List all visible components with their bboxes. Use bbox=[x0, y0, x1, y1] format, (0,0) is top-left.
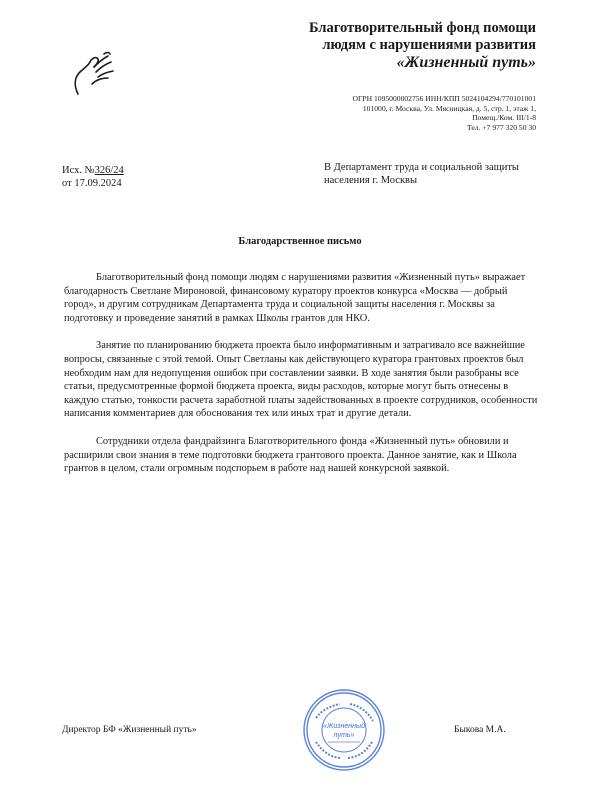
paragraph-1: Благотворительный фонд помощи людям с нарушениями развития «Жизненный путь» выражает благодарность Светлане Мироновой, финансовому куратору проектов конкурса «Москва — добрый город», и другим сотрудникам Департамента труда и социальной защиты населения г. Москвы за подготовку и проведение занятий в рамках Школы грантов для НКО. bbox=[64, 272, 526, 324]
stamp-center-line2: путь» bbox=[333, 732, 355, 739]
outgoing-reference bbox=[62, 164, 124, 190]
org-address: 101000, г. Москва, Ул. Мясницкая, д. 5, стр. 1, этаж 1, bbox=[362, 103, 536, 113]
ref-prefix: Исх. № bbox=[62, 165, 95, 176]
addressee-line1: В Департамент труда и социальной защиты bbox=[324, 162, 519, 173]
addressee-line2: населения г. Москвы bbox=[324, 175, 418, 186]
ref-number: 326/24 bbox=[94, 165, 124, 176]
hand-logo-icon bbox=[64, 50, 126, 98]
signatory-position: Директор БФ «Жизненный путь» bbox=[62, 725, 197, 735]
organization-name bbox=[309, 20, 536, 71]
org-name-line1: Благотворительный фонд помощи bbox=[308, 20, 536, 36]
paragraph-3: Сотрудники отдела фандрайзинга Благотворительного фонда «Жизненный путь» обновили и расширили свои знания в теме подготовки бюджета грантового проекта. Данное занятие, как и Школа грантов в целом, стали огромным подспорьем в работе над нашей конкурсной заявкой. bbox=[64, 435, 517, 475]
stamp-center-line1: «Жизненный bbox=[323, 723, 365, 730]
organization-stamp bbox=[302, 688, 386, 772]
letter-body bbox=[64, 271, 542, 490]
organization-details bbox=[206, 94, 536, 132]
addressee bbox=[324, 161, 554, 187]
letter-title: Благодарственное письмо bbox=[238, 236, 362, 247]
ref-date: от 17.09.2024 bbox=[62, 178, 122, 189]
org-name-line2: людям с нарушениями развития bbox=[322, 37, 536, 53]
signer-name: Быкова М.А. bbox=[454, 725, 506, 735]
org-room: Помещ./Ком. III/1-8 bbox=[472, 113, 536, 123]
org-registration: ОГРН 1095000002756 ИНН/КПП 5024104294/770101001 bbox=[352, 94, 536, 103]
org-phone: Тел. +7 977 320 50 30 bbox=[467, 122, 536, 132]
org-name-line3: «Жизненный путь» bbox=[396, 54, 536, 71]
paragraph-2: Занятие по планированию бюджета проекта было информативным и затрагивало все важнейшие вопросы, связанные с этой темой. Опыт Светланы как действующего куратора грантовых проектов был необходим нам для недопущения ошибок при составлении заявки. В ходе занятия были разобраны все статьи, предусмотренные формой бюджета проекта, виды расходов, которые могут быть отнесены в каждую статью, тонкости расчета заработной платы задействованных в проекте сотрудников, особенности написания комментариев для обоснования тех или иных трат и другие детали. bbox=[64, 340, 538, 420]
